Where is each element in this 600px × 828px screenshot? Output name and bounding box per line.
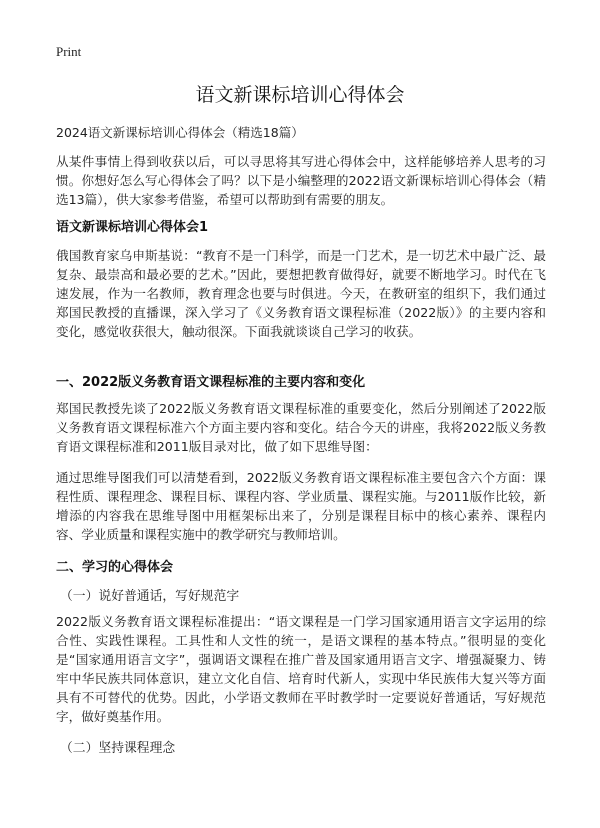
paragraph-1: 俄国教育家乌申斯基说：“教育不是一门科学，而是一门艺术，是一切艺术中最广泛、最复杂、最崇高和最必要的艺术。”因此，要想把教育做得好，就要不断地学习。时代在飞速发展，作为一名教师，教育理念也要与时俱进。今天，在教研室的组织下，我们通过郑国民教授的直播课，深入学习了《义务教育语文课程标准（2022版）》的主要内容和变化，感觉收获很大，触动很深。下面我就谈谈自己学习的收获。 xyxy=(56,248,546,339)
page-subtitle: 2024语文新课标培训心得体会（精选18篇） xyxy=(56,125,304,140)
intro-paragraph: 从某件事情上得到收获以后，可以寻思将其写进心得体会中，这样能够培养人思考的习惯。你想好怎么写心得体会了吗？以下是小编整理的2022语文新课标培训心得体会（精选13篇），供大家参考借鉴，希望可以帮助到有需要的朋友。 xyxy=(56,154,546,207)
subsection-heading-2: （二）坚持课程理念 xyxy=(60,741,176,756)
page-title: 语文新课标培训心得体会 xyxy=(195,84,405,106)
section-heading-2: 一、2022版义务教育语文课程标准的主要内容和变化 xyxy=(56,375,366,390)
section-heading-1: 语文新课标培训心得体会1 xyxy=(56,220,209,235)
paragraph-3: 通过思维导图我们可以清楚看到，2022版义务教育语文课程标准主要包含六个方面：课程性质、课程理念、课程目标、课程内容、学业质量、课程实施。与2011版作比较，新增添的内容我在思维导图中用框架标出来了，分别是课程目标中的核心素养、课程内容、学业质量和课程实施中的教学研究与教师培训。 xyxy=(56,470,546,542)
paragraph-2: 郑国民教授先谈了2022版义务教育语文课程标准的重要变化，然后分别阐述了2022版义务教育语文课程标准六个方面主要内容和变化。结合今天的讲座，我将2022版义务教育语文课程标准和2011版目录对比，做了如下思维导图： xyxy=(56,401,546,454)
print-link[interactable]: Print xyxy=(56,44,82,59)
subsection-heading-1: （一）说好普通话，写好规范字 xyxy=(60,589,240,604)
paragraph-4: 2022版义务教育语文课程标准提出：“语文课程是一门学习国家通用语言文字运用的综合性、实践性课程。工具性和人文性的统一，是语文课程的基本特点。”很明显的变化是“国家通用语言文字”，强调语文课程在推广普及国家通用语言文字、增强凝聚力、铸牢中华民族共同体意识，建立文化自信、培育时代新人，实现中华民族伟大复兴等方面具有不可替代的优势。因此，小学语文教师在平时教学时一定要说好普通话，写好规范字，做好奠基作用。 xyxy=(56,614,546,724)
section-heading-3: 二、学习的心得体会 xyxy=(56,560,174,575)
